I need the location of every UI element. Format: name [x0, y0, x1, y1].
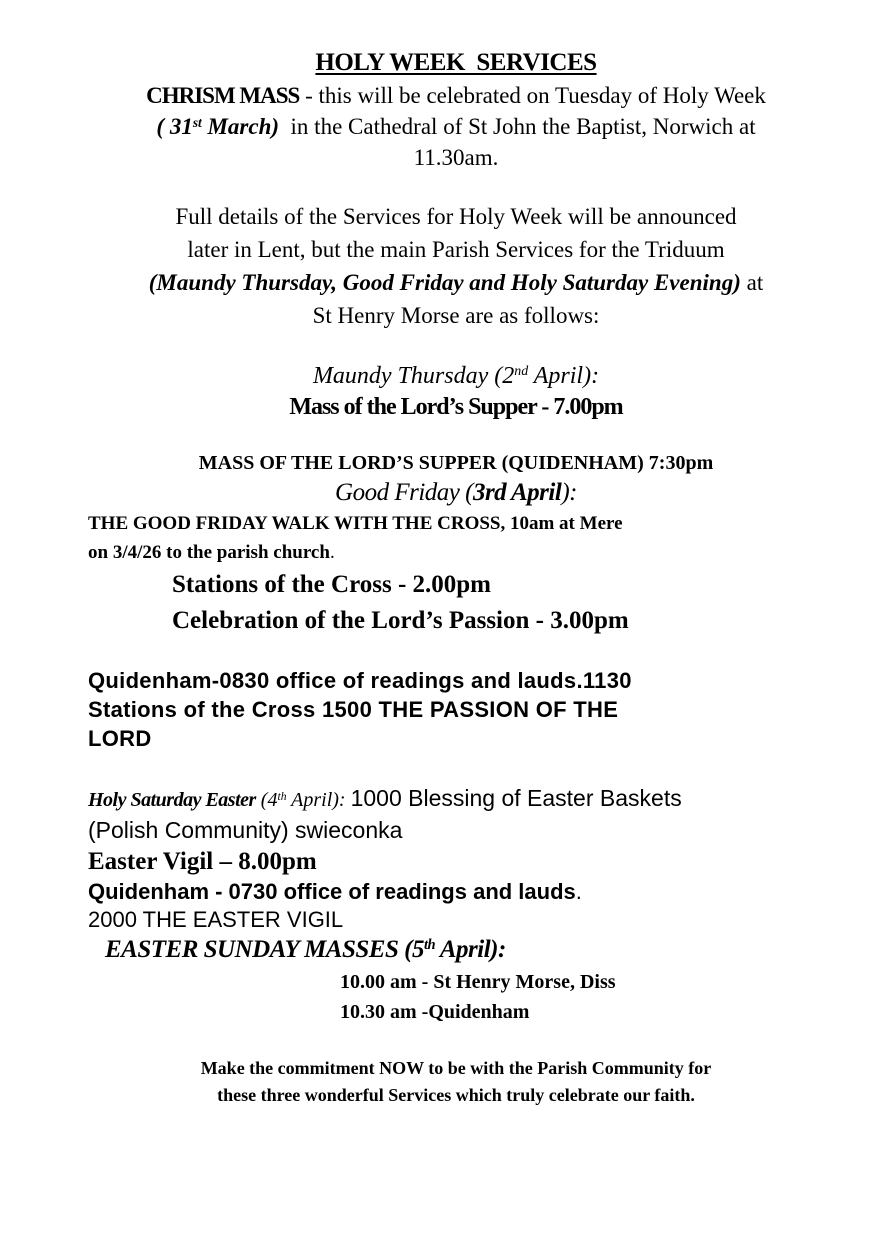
- chrism-location-text: in the Cathedral of St John the Baptist, Norwich at: [279, 114, 756, 139]
- easter-vigil-2000-line: 2000 THE EASTER VIGIL: [88, 907, 344, 932]
- holy-saturday-label: Holy Saturday Easter: [88, 789, 256, 811]
- quidenham-0730-text: Quidenham - 0730 office of readings and lauds: [88, 879, 576, 904]
- chrism-mass-label: CHRISM MASS: [146, 83, 300, 108]
- hs-date-post: April):: [286, 789, 351, 811]
- easter-sunday-mass1: 10.00 am - St Henry Morse, Diss: [340, 971, 616, 993]
- easter-sunday-mass2: 10.30 am -Quidenham: [340, 1001, 530, 1023]
- quidenham-gf-line3: LORD: [88, 726, 152, 751]
- page-title: HOLY WEEK SERVICES: [315, 49, 597, 76]
- es-heading-pre: EASTER SUNDAY MASSES (5: [105, 936, 424, 963]
- hs-date-ordinal: th: [277, 789, 287, 803]
- maundy-thursday-heading: [88, 361, 824, 392]
- maundy-heading-pre: Maundy Thursday (2: [312, 363, 515, 389]
- quidenham-0730-period: .: [575, 879, 582, 904]
- gf-heading-post: ):: [561, 479, 577, 506]
- quidenham-gf-line2: Stations of the Cross 1500 THE PASSION OF THE: [88, 697, 619, 722]
- good-friday-heading: [88, 477, 824, 509]
- chrism-date-ordinal: st: [192, 114, 202, 130]
- holy-saturday-line2: (Polish Community) swieconka: [88, 817, 403, 843]
- triduum-days-phrase: (Maundy Thursday, Good Friday and Holy Saturday Evening): [148, 270, 741, 295]
- intro-after-bold: at: [740, 270, 764, 295]
- commitment-line2: these three wonderful Services which truly celebrate our faith.: [217, 1085, 695, 1105]
- easter-vigil-time-line: Easter Vigil – 8.00pm: [88, 848, 317, 875]
- intro-line1: Full details of the Services for Holy Week will be announced: [175, 204, 737, 229]
- chrism-mass-time: 11.30am.: [413, 145, 499, 170]
- lords-supper-line: Mass of the Lord’s Supper - 7.00pm: [289, 394, 623, 420]
- chrism-mass-text: - this will be celebrated on Tuesday of Holy Week: [299, 83, 766, 108]
- commitment-line1: Make the commitment NOW to be with the Parish Community for: [200, 1058, 712, 1078]
- holy-saturday-line1: [88, 783, 824, 815]
- intro-line3: [88, 266, 824, 299]
- quidenham-good-friday-block: [88, 666, 824, 753]
- es-date-ordinal: th: [423, 937, 436, 954]
- quidenham-0730-line: [88, 878, 824, 906]
- blessing-baskets-text: 1000 Blessing of Easter Baskets: [350, 785, 682, 811]
- chrism-mass-line2: [88, 111, 824, 142]
- walk-with-cross-line1: THE GOOD FRIDAY WALK WITH THE CROSS, 10am at Mere: [88, 513, 623, 534]
- chrism-mass-line1: [88, 80, 824, 111]
- maundy-date-ordinal: nd: [514, 364, 529, 380]
- quidenham-gf-line1: Quidenham-0830 office of readings and lauds.1130: [88, 668, 632, 693]
- chrism-date-pre: ( 31: [156, 114, 193, 139]
- walk-line2-text: on 3/4/26 to the parish church: [88, 542, 330, 563]
- easter-sunday-heading: [88, 933, 824, 967]
- intro-line4: St Henry Morse are as follows:: [312, 303, 600, 328]
- gf-heading-pre: Good Friday (: [335, 479, 473, 506]
- intro-line2: later in Lent, but the main Parish Services for the Triduum: [187, 237, 725, 262]
- chrism-date-post: March): [201, 114, 280, 139]
- lords-passion-line: Celebration of the Lord’s Passion - 3.00pm: [172, 607, 629, 634]
- walk-with-cross-line2: [88, 538, 824, 567]
- quidenham-lords-supper-line: MASS OF THE LORD’S SUPPER (QUIDENHAM) 7:30pm: [198, 452, 714, 474]
- maundy-heading-post: April):: [528, 363, 600, 389]
- hs-date-pre: (4: [255, 789, 278, 811]
- walk-line2-period: .: [329, 542, 335, 563]
- stations-of-cross-line: Stations of the Cross - 2.00pm: [172, 571, 491, 598]
- es-heading-post: April):: [435, 936, 506, 963]
- gf-heading-date: 3rd April: [472, 479, 562, 506]
